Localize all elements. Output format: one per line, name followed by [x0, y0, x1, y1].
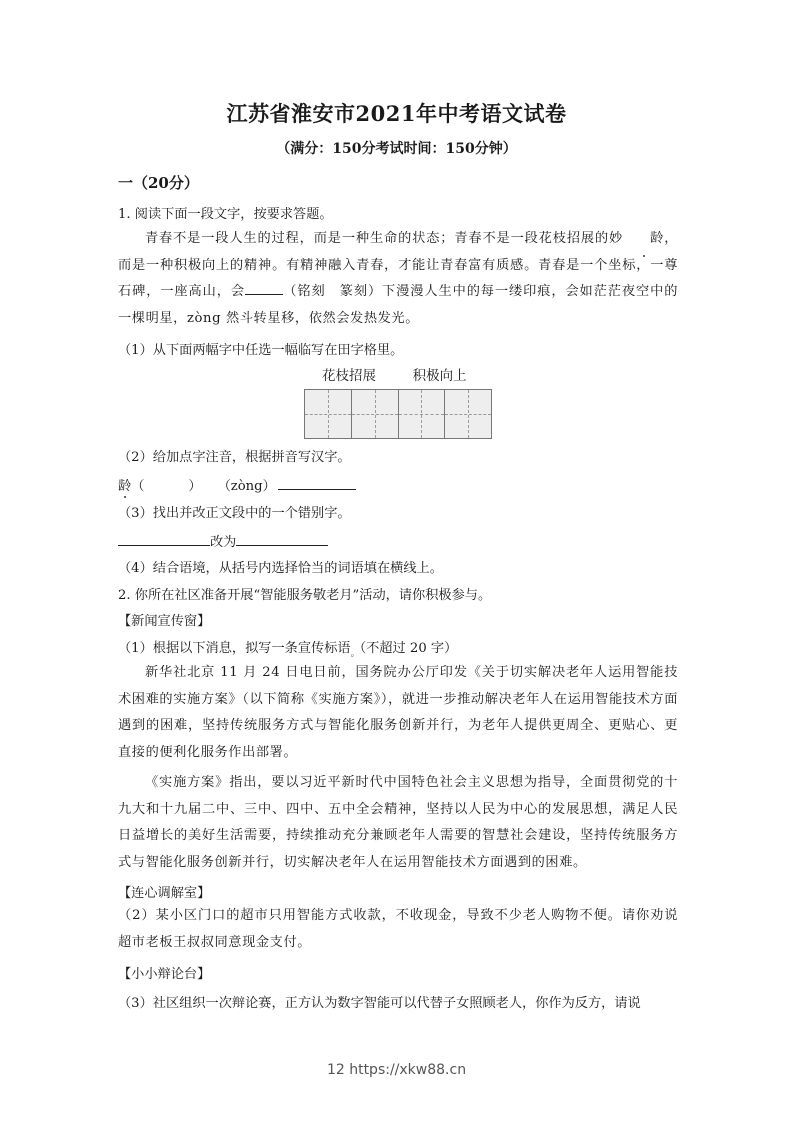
q1-sub3-answer [118, 531, 328, 550]
grid-cell[interactable] [445, 390, 491, 438]
correct-char-blank[interactable] [236, 531, 328, 546]
q2-sub2: （2）某小区门口的超市只用智能方式收款，不收现金，导致不少老人购物不便。请你劝说超市老板王叔叔同意现金支付。 [118, 908, 678, 950]
q2-sub1-dot: 。 [350, 649, 360, 659]
q1-sub2: （2）给加点字注音，根据拼音写汉字。 [118, 450, 351, 465]
wrong-char-blank[interactable] [118, 531, 210, 546]
exam-subtitle: （满分：150分考试时间：150分钟） [276, 141, 517, 157]
paren-open: （ [131, 479, 145, 494]
question-1-prompt: 1. 阅读下面一段文字，按要求答题。 [118, 207, 333, 222]
question-2-prompt: 2. 你所在社区准备开展“智能服务敬老月”活动，请你积极参与。 [118, 588, 492, 603]
section-mediation-room: 【连心调解室】 [118, 886, 211, 901]
passage-part-1: 青春不是一段人生的过程，而是一种生命的状态；青春不是一段花枝招展的妙 [145, 231, 624, 246]
calligraphy-option-1: 花枝招展 [322, 368, 376, 384]
q1-sub3: （3）找出并改正文段中的一个错别字。 [118, 506, 351, 521]
news-paragraph-1: 新华社北京 11 月 24 日电日前，国务院办公厅印发《关于切实解决老年人运用智能技术困难的实施方案》（以下简称《实施方案》），就进一步推动解决老年人在运用智能技术方面遇到的困难，坚持传统服务方式与智能化服务创新并行，为老年人提供更周全、更贴心、更直接的便利化服务作出部署。 [118, 665, 678, 760]
passage-part-2: ，而是 [118, 231, 678, 273]
grid-cell[interactable] [352, 390, 399, 438]
q2-sub1-text: （1）根据以下消息，拟写一条宣传标语 [118, 641, 351, 656]
section-heading: 一（20分） [118, 174, 199, 192]
q2-sub3: （3）社区组织一次辩论赛，正方认为数字智能可以代替子女照顾老人，你作为反方，请说 [118, 996, 641, 1011]
grid-cell[interactable] [399, 390, 446, 438]
question-1-passage [118, 226, 678, 332]
paren-close: ） [188, 479, 202, 494]
section-news-window: 【新闻宣传窗】 [118, 614, 211, 629]
pinyin-zong: （zòng） [217, 479, 276, 494]
change-to-label: 改为 [210, 535, 237, 550]
calligraphy-option-2: 积极向上 [412, 368, 467, 384]
passage-part-4: 一座高山，会 [160, 284, 245, 299]
passage-part-5: （铭刻 篆刻）下漫漫人生中的每一缕印痕，会如茫茫夜空中的一棵明 [118, 284, 678, 326]
calligraphy-options [322, 364, 467, 384]
grid-cell[interactable] [305, 390, 352, 438]
q2-sub1 [118, 637, 457, 659]
page-footer: 12 https://xkw88.cn [326, 1062, 467, 1078]
news-paragraph-2: 《实施方案》指出，要以习近平新时代中国特色社会主义思想为指导，全面贯彻党的十九大和十九届二中、三中、四中、五中全会精神，坚持以人民为中心的发展思想，满足人民日益增长的美好生活需要，持续推动充分兼顾老年人需要的智慧社会建设，坚持传统服务方式与智能化服务创新并行，切实解决老年人在运用智能技术方面遇到的困难。 [118, 775, 678, 870]
tianzi-grid[interactable] [304, 389, 492, 439]
q1-sub2-answer [118, 475, 356, 494]
dotted-char: 龄 [623, 226, 664, 253]
exam-title: 江苏省淮安市2021年中考语文试卷 [226, 101, 567, 126]
q1-sub1: （1）从下面两幅字中任选一幅临写在田字格里。 [118, 343, 404, 358]
q1-sub4: （4）结合语境，从括号内选择恰当的词语填在横线上。 [118, 561, 443, 576]
dotted-char-ling: 龄 [118, 475, 131, 494]
hanzi-answer-blank[interactable] [278, 475, 356, 490]
section-debate-stage: 【小小辩论台】 [118, 967, 211, 982]
passage-part-3: 一种积极向上的精神。有精神融入青春，才能让青春富有质感。青春是一个坐标，一尊石碑， [118, 257, 679, 299]
passage-part-6: 星，zòng 然斗转星移，依然会发热发光。 [159, 310, 419, 326]
q2-sub1-limit: （不超过 20 字） [359, 641, 458, 656]
fill-blank-engrave[interactable] [245, 280, 283, 295]
